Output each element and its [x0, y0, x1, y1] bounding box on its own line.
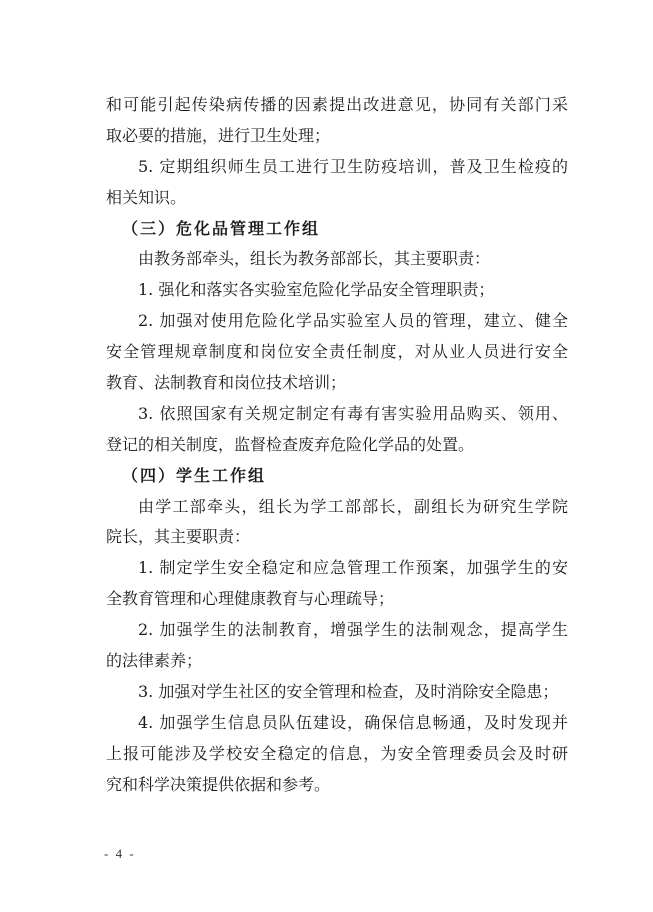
- body-text-line: 全教育管理和心理健康教育与心理疏导；: [106, 589, 395, 609]
- body-text-line: 上报可能涉及学校安全稳定的信息，为安全管理委员会及时研: [106, 743, 568, 763]
- body-text-line: 由教务部牵头，组长为教务部部长，其主要职责：: [138, 249, 491, 269]
- list-item-line: 1. 强化和落实各实验室危险化学品安全管理职责；: [138, 280, 495, 300]
- body-text-line: 登记的相关制度，监督检查废弃危险化学品的处置。: [106, 434, 475, 454]
- body-text-line: 院长，其主要职责：: [106, 527, 251, 547]
- section-heading-student-work: （四）学生工作组: [122, 465, 267, 485]
- body-text-line: 相关知识。: [106, 187, 187, 207]
- list-item-line: 4. 加强学生信息员队伍建设，确保信息畅通，及时发现并: [138, 712, 568, 732]
- section-heading-hazardous-chemicals: （三）危化品管理工作组: [122, 218, 321, 238]
- body-text-line: 由学工部牵头，组长为学工部部长，副组长为研究生学院: [138, 496, 568, 516]
- list-item-line: 3. 加强对学生社区的安全管理和检查，及时消除安全隐患；: [138, 681, 559, 701]
- document-body: [106, 90, 568, 800]
- list-item-line: 2. 加强对使用危险化学品实验室人员的管理，建立、健全: [138, 311, 568, 331]
- list-item-line: 5. 定期组织师生员工进行卫生防疫培训，普及卫生检疫的: [138, 156, 568, 176]
- body-text-line: 的法律素养；: [106, 651, 203, 671]
- body-text-line: 取必要的措施，进行卫生处理；: [106, 125, 331, 145]
- list-item-line: 3. 依照国家有关规定制定有毒有害实验用品购买、领用、: [138, 403, 568, 423]
- body-text-line: 和可能引起传染病传播的因素提出改进意见，协同有关部门采: [106, 95, 568, 114]
- list-item-line: 1. 制定学生安全稳定和应急管理工作预案，加强学生的安: [138, 558, 568, 578]
- body-text-line: 究和科学决策提供依据和参考。: [106, 774, 331, 794]
- page-number: - 4 -: [104, 846, 136, 861]
- body-text-line: 教育、法制教育和岗位技术培训；: [106, 373, 347, 393]
- list-item-line: 2. 加强学生的法制教育，增强学生的法制观念，提高学生: [138, 620, 568, 640]
- body-text-line: 安全管理规章制度和岗位安全责任制度，对从业人员进行安全: [106, 342, 568, 362]
